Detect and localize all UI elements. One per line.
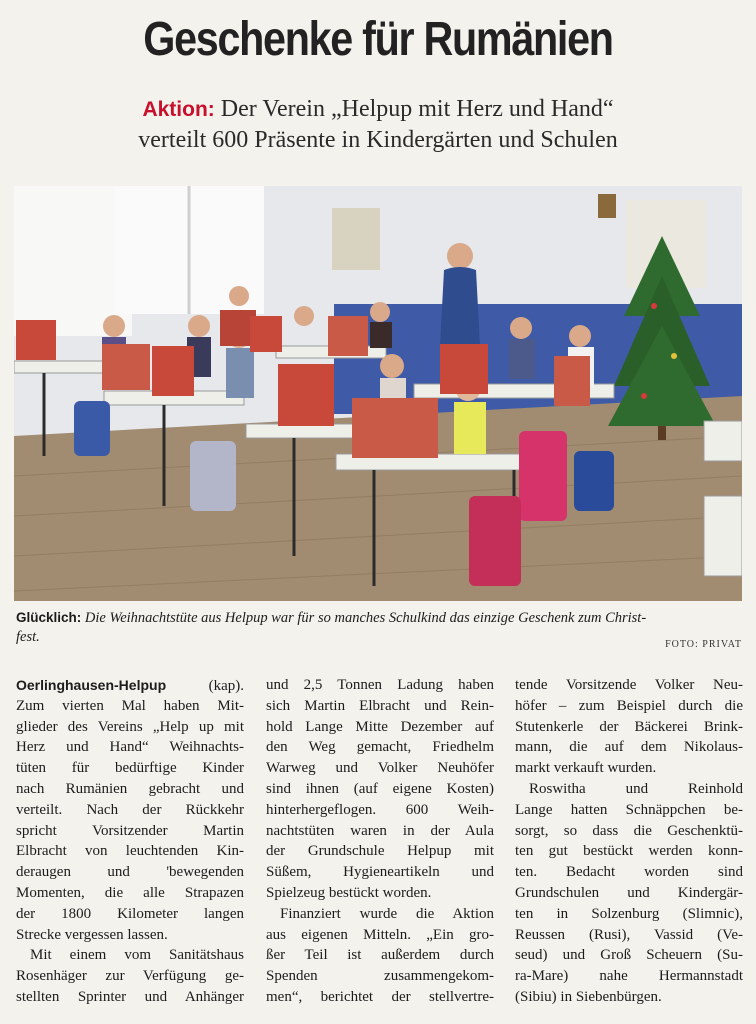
- text-line: ra-Mare) nahe Hermannstadt: [515, 968, 743, 985]
- text-line: Spielzeug bestückt worden.: [266, 884, 432, 901]
- text-line: verteilt. Nach der Rückkehr: [16, 801, 244, 818]
- photo-desk: [704, 421, 742, 461]
- article-headline: Geschenke für Rumänien: [143, 13, 613, 66]
- photo-poster: [332, 208, 380, 270]
- article-photo: [14, 186, 742, 601]
- text-line: deraugen und 'bewegenden: [16, 864, 244, 881]
- text-line: Grundschulen und Kindergär-: [515, 884, 743, 901]
- text-line: ßer Teil ist außerdem durch: [266, 947, 494, 964]
- text-line: spricht Vorsitzender Martin: [16, 822, 244, 839]
- caption-lead: Glücklich:: [16, 610, 82, 625]
- text-line: Reussen (Rusi), Vassid (Ve-: [515, 926, 743, 943]
- text-line: tende Vorsitzende Volker Neu-: [515, 677, 743, 693]
- text-line: den Weg gemacht, Friedhelm: [266, 739, 494, 756]
- text-line: der Grundschule Helpup mit: [266, 843, 494, 860]
- text-line: sorgt, so dass die Geschenktü-: [515, 822, 743, 839]
- text-line: Elbracht von leuchtenden Kin-: [16, 843, 244, 860]
- text-line: Warweg und Volker Neuhöfer: [266, 760, 494, 777]
- subhead-line-2: verteilt 600 Präsente in Kindergärten und Schulen: [138, 127, 618, 153]
- text-line: Finanziert wurde die Aktion: [280, 905, 494, 922]
- text-line: Spenden zusammengekom-: [266, 968, 494, 985]
- photo-desk: [14, 361, 104, 373]
- subhead-line-1: Der Verein „Helpup mit Herz und Hand“: [220, 96, 614, 122]
- subhead-kicker: Aktion:: [142, 98, 215, 121]
- text-line: Mit einem vom Sanitätshaus: [30, 947, 244, 964]
- photo-credit: FOTO: PRIVAT: [665, 639, 742, 650]
- text-line: sind ihnen (auf eigene Kosten): [266, 780, 494, 797]
- text-line: höfer – zum Beispiel durch die: [515, 697, 743, 714]
- text-line: mann, die auf dem Nikolaus-: [515, 739, 743, 756]
- text-line: glieder des Vereins „Help up mit: [16, 718, 244, 735]
- text-line: men“, berichtet der stellvertre-: [266, 988, 494, 1005]
- photo-desk: [704, 496, 742, 576]
- text-line: stellten Sprinter und Anhänger: [16, 988, 244, 1005]
- text-line: nachtstüten waren in der Aula: [266, 822, 494, 839]
- text-line: Momenten, die alle Strapazen: [16, 884, 244, 901]
- classroom-photo: [14, 186, 742, 601]
- article-column-2: [266, 675, 494, 1008]
- text-line: hinterhergeflogen. 600 Weih-: [266, 801, 494, 818]
- text-line: Strecke vergessen lassen.: [16, 926, 168, 943]
- text-line: sich Martin Elbracht und Rein-: [266, 697, 494, 714]
- text-line: Herz und Hand“ Weihnachts-: [16, 739, 244, 756]
- text-line: hold Lange Mitte Dezember auf: [266, 718, 494, 735]
- article-column-3: [515, 675, 743, 1008]
- text-line: tüten für bedürftige Kinder: [16, 760, 244, 777]
- text-line: seud) und Groß Scheuern (Su-: [515, 947, 743, 964]
- article-dateline: Oerlinghausen-Helpup: [16, 677, 167, 693]
- text-line: nach Rumänien gebracht und: [16, 780, 244, 797]
- photo-desk: [246, 424, 356, 438]
- text-line: Stutenkerle der Bäckerei Brink-: [515, 718, 743, 735]
- text-line: (Sibiu) in Siebenbürgen.: [515, 988, 662, 1005]
- text-line: Süßem, Hygieneartikeln und: [266, 864, 494, 881]
- text-line: ten in Solzenburg (Slimnic),: [515, 905, 743, 922]
- caption-text-end: fest.: [16, 629, 40, 645]
- text-line: aus eigenen Mitteln. „Ein gro-: [266, 926, 494, 943]
- article-column-1: [16, 675, 244, 1008]
- text-line: Oerlinghausen-Helpup (kap).: [16, 677, 244, 694]
- text-line: ten. Bedacht worden sind: [515, 864, 743, 881]
- text-line: markt verkauft wurden.: [515, 760, 657, 777]
- caption-text: Die Weihnachtstüte aus Helpup war für so manches Schulkind das einzige Geschenk zum Christ-: [84, 610, 647, 626]
- text-line: Rosenhäger zur Verfügung ge-: [16, 968, 244, 985]
- text-line: Zum vierten Mal haben Mit-: [16, 697, 244, 714]
- text-line: Roswitha und Reinhold: [529, 780, 743, 797]
- article-subhead: [0, 94, 756, 156]
- text-line: und 2,5 Tonnen Ladung haben: [266, 677, 494, 693]
- text-line: Lange hatten Schnäppchen be-: [515, 801, 743, 818]
- text-line: ten gut bestückt werden konn-: [515, 843, 743, 860]
- text-line: der 1800 Kilometer langen: [16, 905, 244, 922]
- photo-caption: [16, 608, 744, 647]
